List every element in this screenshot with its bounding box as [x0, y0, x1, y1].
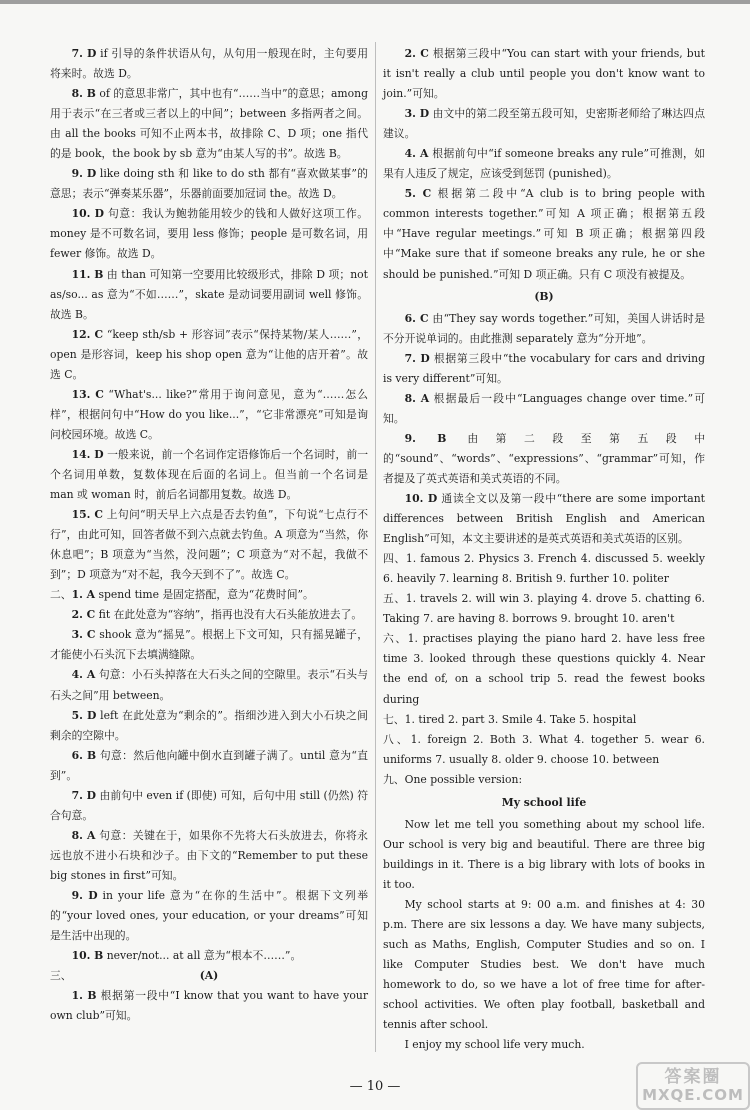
answer-number: 5. D — [71, 708, 97, 722]
subsection-b-label: (B) — [534, 289, 554, 303]
answer-explanation: 根据前句中“if someone breaks any rule”可推测，如果有人违反了规定，应该受到惩罚 (punished)。 — [383, 147, 705, 181]
answer-number: 12. C — [71, 327, 104, 341]
answer-item — [383, 144, 705, 184]
answer-number: 6. B — [71, 748, 97, 762]
answer-explanation: 一般来说，前一个名词作定语修饰后一个名词时，前一个名词用单数，复数体现在后面的名词上。但当前一个名词是 man 或 woman 时，前后名词都用复数。故选 D。 — [50, 447, 368, 502]
answer-explanation: 句意：然后他向罐中倒水直到罐子满了。until 意为“直到”。 — [50, 748, 368, 782]
answer-item — [50, 605, 368, 625]
answer-explanation: 由“They say words together.”可知，美国人讲话时是不分开说单词的。由此推测 separately 意为“分开地”。 — [383, 311, 705, 345]
answer-item — [50, 44, 368, 84]
answer-number: 5. C — [404, 187, 432, 201]
answer-item — [383, 489, 705, 549]
answer-number: 4. A — [404, 147, 429, 161]
answer-number: 9. D — [71, 167, 97, 181]
fill-in-answers-5: 五、1. travels 2. will win 3. playing 4. drove 5. chatting 6. Taking 7. are having 8. borrows 9. brought 10. aren't — [383, 592, 705, 626]
answer-item — [50, 786, 368, 826]
answer-item — [383, 389, 705, 429]
answer-explanation: 根据第三段中“the vocabulary for cars and driving is very different”可知。 — [383, 351, 705, 385]
answer-explanation: never/not... at all 意为“根本不……”。 — [103, 949, 302, 963]
answer-item — [50, 505, 368, 585]
answer-number: 7. D — [71, 788, 97, 802]
answer-explanation: 上句问“明天早上六点是否去钓鱼”，下句说“七点行不行”，由此可知，回答者做不到六点就去钓鱼。A 项意为“当然，你休息吧”；B 项意为“当然，没问题”；C 项意为“对不起，我做不到”；D 项意为“对不起，我今天到不了”。故选 C。 — [50, 508, 368, 582]
answer-number: 2. C — [71, 608, 96, 622]
answer-item — [50, 665, 368, 705]
answer-number: 7. D — [71, 47, 97, 60]
answer-item — [50, 265, 368, 325]
answer-item — [383, 104, 705, 144]
answer-explanation: left 在此处意为“剩余的”。指细沙进入到大小石块之间剩余的空隙中。 — [50, 708, 368, 742]
answer-explanation: if 引导的条件状语从句，从句用一般现在时，主句要用将来时。故选 D。 — [50, 47, 368, 81]
subsection-a-label: (A) — [199, 969, 219, 983]
answer-item — [383, 349, 705, 389]
answer-explanation: 句意：关键在于，如果你不先将大石头放进去，你将永远也放不进小石块和沙子。由下文的“Remember to put these big stones in first”可知。 — [50, 828, 368, 882]
essay-paragraph: My school starts at 9: 00 a.m. and finishes at 4: 30 p.m. There are six lessons a day. We have many subjects, such as Maths, English, Computer Studies and so on. I like Computer Studies best. We don't have much homework to do, so we have a lot of free time for after-school activities. We often play football, basketball and tennis after school. — [383, 897, 705, 1032]
answer-item — [50, 204, 368, 264]
section-label: 二、 — [50, 588, 72, 602]
essay-title: My school life — [501, 795, 587, 809]
answer-explanation: 由前句中 even if (即使) 可知，后句中用 still (仍然) 符合句意。 — [50, 788, 368, 822]
answer-explanation: 句意：小石头掉落在大石头之间的空隙里。表示“石头与石头之间”用 between。 — [50, 668, 368, 702]
writing-section-label: 九、One possible version: — [383, 772, 523, 786]
answer-number: 1. B — [71, 989, 97, 1003]
answer-explanation: spend time 是固定搭配，意为“花费时间”。 — [95, 588, 314, 602]
column-divider — [375, 42, 376, 1052]
fill-in-answers-7: 七、1. tired 2. part 3. Smile 4. Take 5. hospital — [383, 712, 637, 726]
watermark-line2: MXQE.COM — [642, 1086, 744, 1104]
answer-explanation: of 的意思非常广，其中也有“……当中”的意思；among 用于表示“在三者或三者以上的中间”；between 多指两者之间。由 all the books 可知不止两本书，故排除 C、D 项；one 指代的是 book，the book by sb 意为“由某人写的书”。故选 B。 — [50, 87, 369, 161]
answer-item — [50, 706, 368, 746]
answer-item — [50, 826, 368, 886]
answer-explanation: 由 than 可知第一空要用比较级形式，排除 D 项；not as/so... as 意为“不如……”，skate 是动词要用副词 well 修饰。故选 B。 — [50, 267, 368, 321]
answer-item — [50, 986, 368, 1026]
answer-explanation: 根据第二段中“A club is to bring people with common interests together.”可知 A 项正确；根据第五段中“Have regular meetings.”可知 B 项正确；根据第四段中“Make sure that if someone breaks any rule, he or she should be punished.”可知 D 项正确。只有 C 项没有被提及。 — [383, 187, 705, 281]
watermark-logo — [636, 1062, 750, 1110]
answer-item — [50, 886, 368, 946]
answer-item — [50, 585, 368, 605]
answer-explanation: 句意：我认为鲍勃能用较少的钱和人做好这项工作。money 是不可数名词，要用 less 修饰；people 是可数名词，用 fewer 修饰。故选 D。 — [50, 207, 368, 261]
answer-number: 6. C — [404, 311, 429, 325]
answer-number: 4. A — [71, 668, 96, 682]
watermark-line1: 答案圈 — [664, 1067, 722, 1087]
answer-number: 10. B — [71, 949, 104, 963]
answer-explanation: “keep sth/sb + 形容词”表示“保持某物/某人……”，open 是形容词，keep his shop open 意为“让他的店开着”。故选 C。 — [50, 327, 368, 381]
answer-number: 9. B — [404, 431, 447, 445]
answer-explanation: 通读全文以及第一段中“there are some important differences between British English and American English”可知，本文主要讲述的是英式英语和美式英语的区别。 — [383, 492, 706, 546]
answer-number: 9. D — [71, 888, 98, 902]
essay-paragraph: I enjoy my school life very much. — [404, 1038, 585, 1052]
top-border — [0, 0, 750, 4]
answer-item — [50, 84, 368, 164]
answer-item — [383, 184, 705, 284]
answer-number: 8. A — [404, 391, 430, 405]
section-three-header — [50, 966, 368, 986]
answer-number: 1. A — [71, 588, 96, 602]
answer-number: 8. A — [71, 828, 96, 842]
answer-item — [383, 429, 705, 489]
answer-explanation: 根据第三段中“You can start with your friends, but it isn't really a club until people you don't know want to join.”可知。 — [383, 47, 706, 101]
answer-number: 2. C — [404, 47, 429, 60]
section-label: 三、 — [50, 969, 72, 983]
answer-item — [50, 325, 368, 385]
answer-number: 3. C — [71, 628, 96, 642]
essay-paragraph: Now let me tell you something about my school life. Our school is very big and beautiful. There are three big buildings in it. There is a big library with lots of books in it too. — [383, 817, 705, 891]
answer-number: 14. D — [71, 447, 104, 461]
answer-number: 13. C — [71, 387, 104, 401]
answer-item — [50, 164, 368, 204]
answer-number: 15. C — [71, 508, 104, 522]
left-column — [50, 44, 368, 1026]
answer-explanation: “What's... like?”常用于询问意见，意为“……怎么样”，根据问句中“How do you like...”，“它非常漂亮”可知是询问校园环境。故选 C。 — [50, 387, 369, 441]
answer-number: 8. B — [71, 87, 96, 101]
answer-item — [50, 946, 368, 966]
fill-in-answers-8: 八、1. foreign 2. Both 3. What 4. together 5. wear 6. uniforms 7. usually 8. older 9. choose 10. between — [383, 732, 705, 766]
answer-explanation: in your life 意为“在你的生活中”。根据下文列举的“your loved ones, your education, or your dreams”可知是生活中出现的。 — [50, 888, 368, 943]
answer-item — [383, 44, 705, 104]
answer-item — [50, 385, 368, 445]
answer-number: 10. D — [404, 492, 438, 506]
answer-explanation: shook 意为“摇晃”。根据上下文可知，只有摇晃罐子，才能使小石头沉下去填满缝隙。 — [50, 628, 368, 662]
answer-number: 7. D — [404, 351, 430, 365]
answer-item — [50, 445, 368, 505]
page-number: — 10 — — [349, 1079, 401, 1094]
answer-explanation: like doing sth 和 like to do sth 都有“喜欢做某事”的意思；表示“弹奏某乐器”，乐器前面要加冠词 the。故选 D。 — [50, 167, 368, 201]
answer-explanation: 由文中的第二段至第五段可知，史密斯老师给了琳达四点建议。 — [383, 107, 705, 141]
answer-explanation: fit 在此处意为“容纳”，指再也没有大石头能放进去了。 — [95, 608, 363, 622]
fill-in-answers-6: 六、1. practises playing the piano hard 2. have less free time 3. looked through these questions quickly 4. Near the end of, on a school trip 5. read the fewest books during — [383, 632, 705, 706]
answer-explanation: 由第二段至第五段中的“sound”、“words”、“expressions”、“grammar”可知，作者提及了英式英语和美式英语的不同。 — [383, 431, 706, 485]
answer-explanation: 根据第一段中“I know that you want to have your own club”可知。 — [50, 989, 368, 1023]
answer-number: 3. D — [404, 107, 430, 121]
fill-in-answers-4: 四、1. famous 2. Physics 3. French 4. discussed 5. weekly 6. heavily 7. learning 8. British 9. further 10. politer — [383, 552, 705, 586]
answer-item — [50, 625, 368, 665]
answer-number: 10. D — [71, 207, 105, 221]
answer-explanation: 根据最后一段中“Languages change over time.”可知。 — [383, 391, 705, 425]
answer-item — [383, 309, 705, 349]
right-column — [383, 44, 705, 1055]
answer-item — [50, 746, 368, 786]
answer-number: 11. B — [71, 267, 104, 281]
